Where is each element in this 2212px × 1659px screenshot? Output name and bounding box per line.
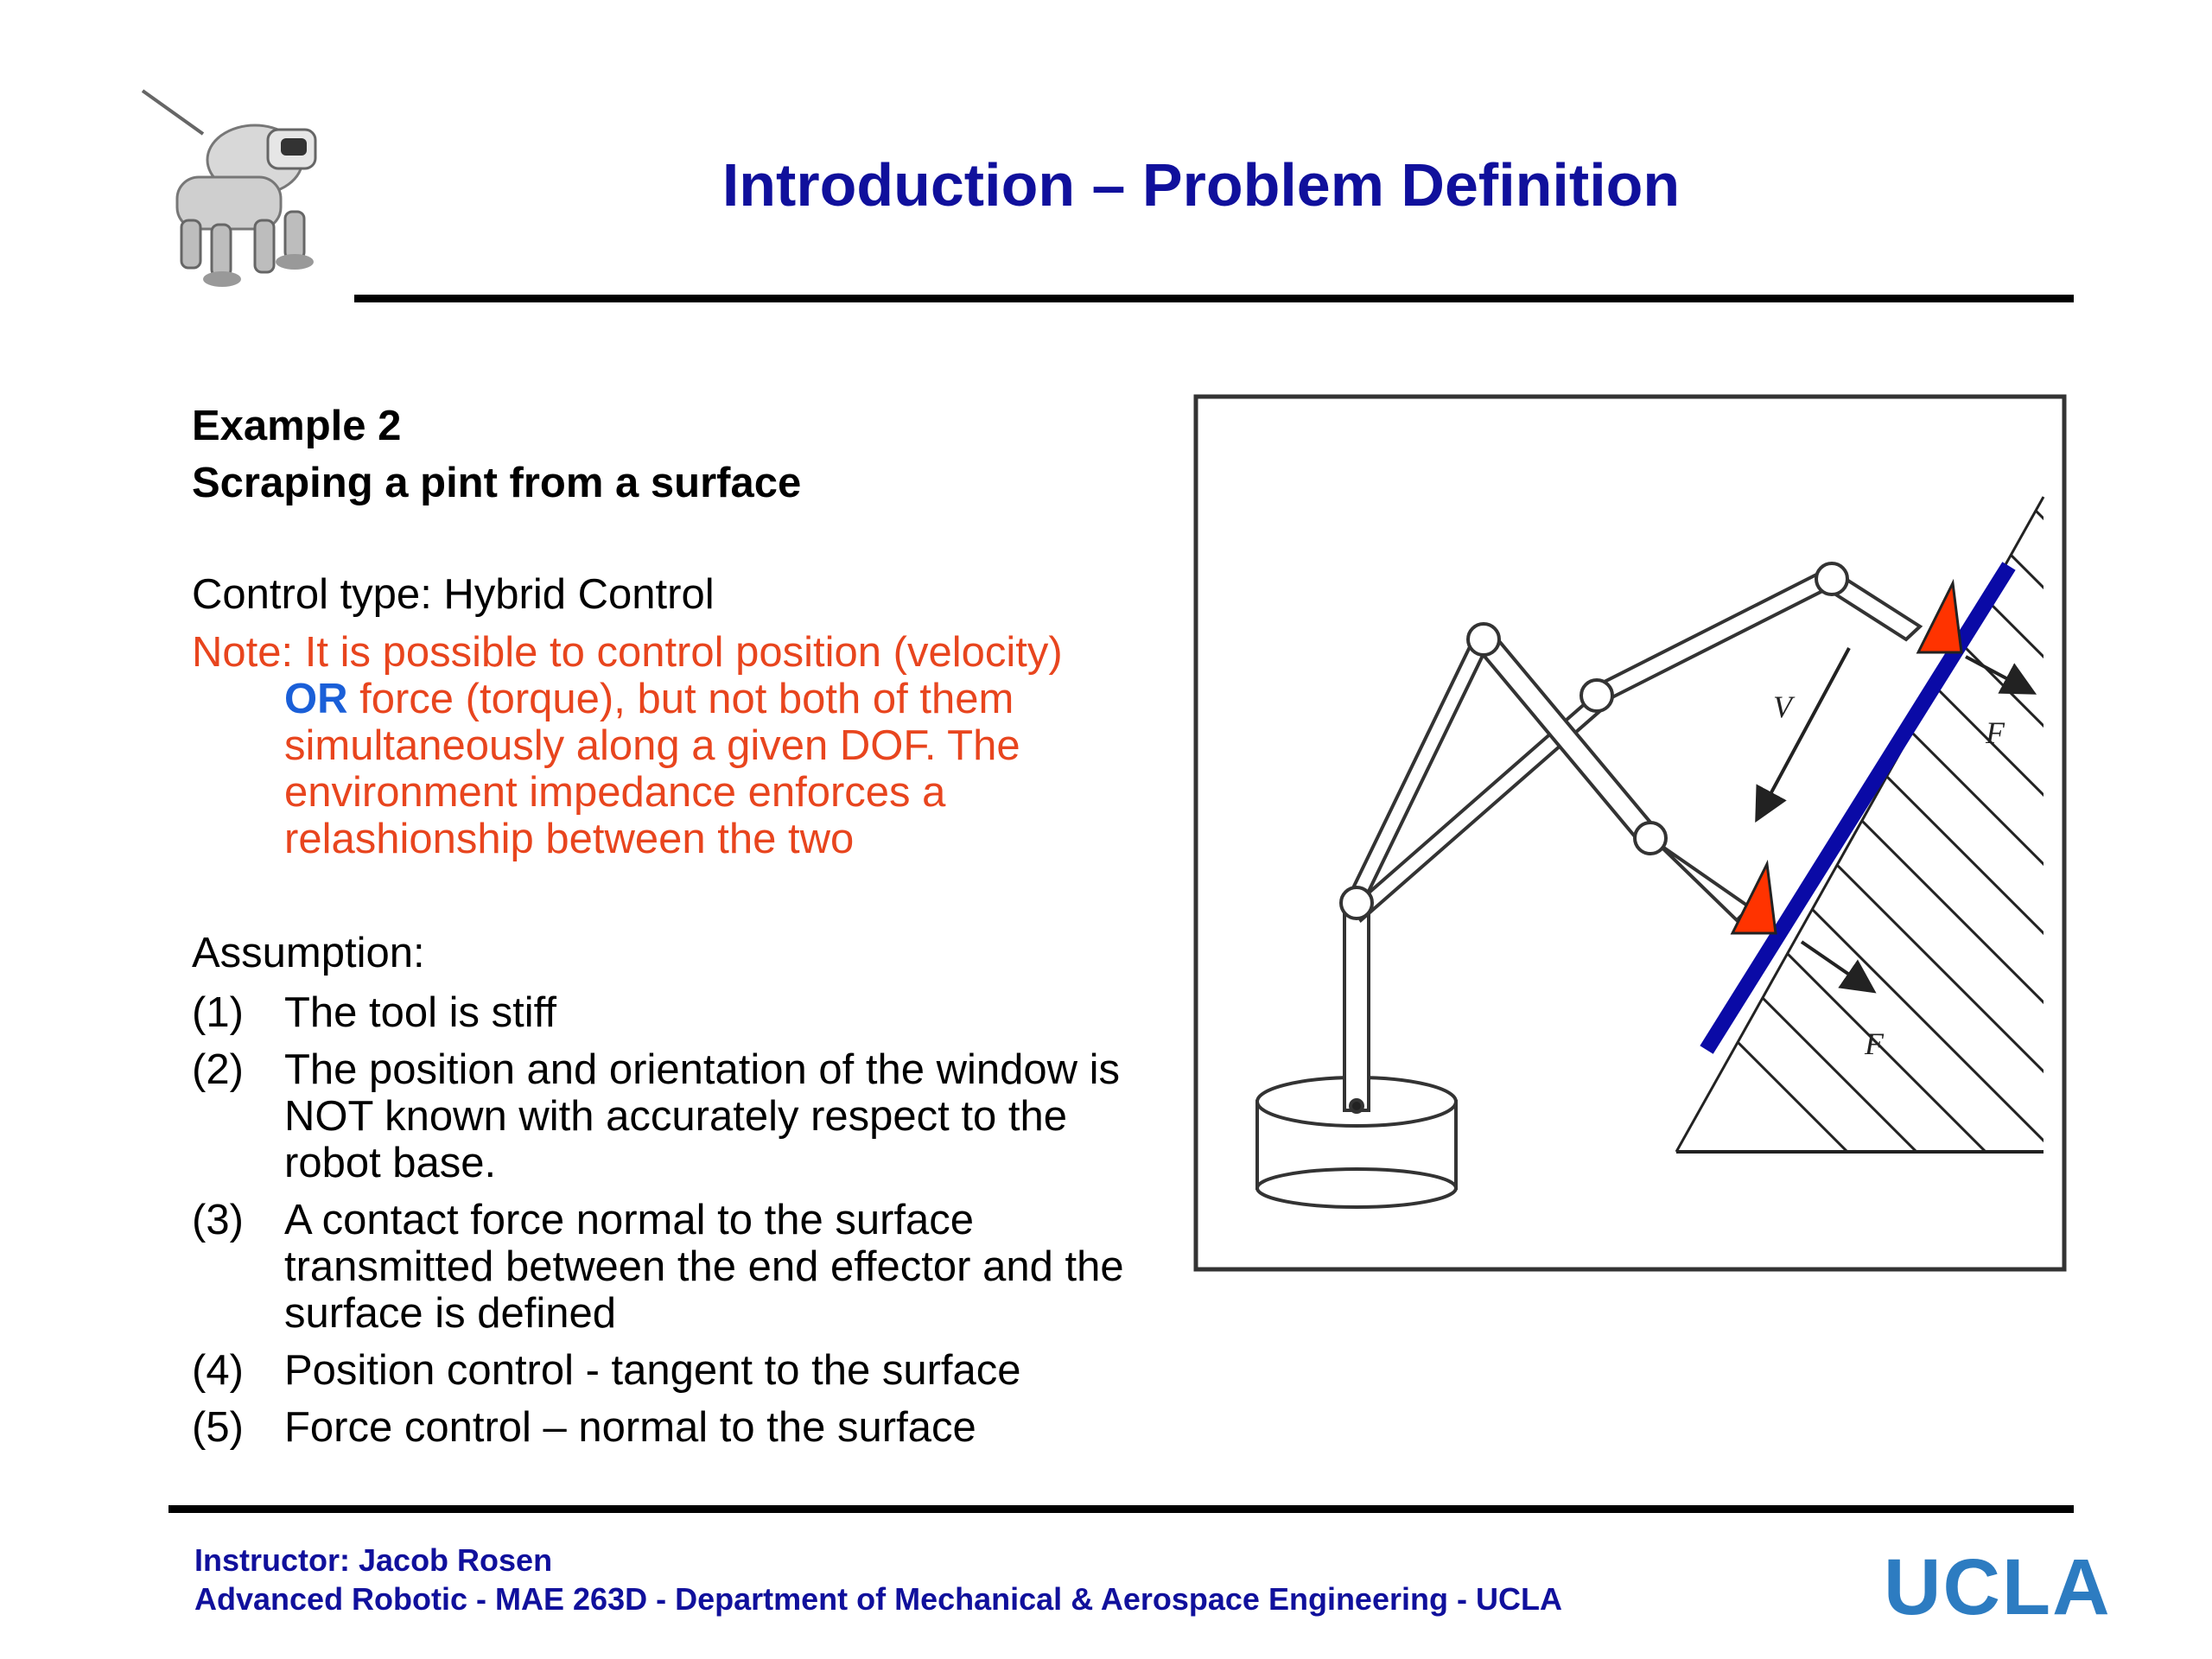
assumption-list: [192, 989, 1151, 1461]
footer-divider: [168, 1505, 2074, 1513]
example-subheading: Scraping a pint from a surface: [192, 460, 802, 506]
footer-course: Advanced Robotic - MAE 263D - Department of Mechanical & Aerospace Engineering - UCLA: [194, 1581, 1562, 1617]
title-divider: [354, 295, 2074, 302]
assumption-number: (5): [192, 1404, 244, 1451]
assumption-text: A contact force normal to the surface transmitted between the end effector and the surface is defined: [284, 1197, 1124, 1337]
assumption-item: [192, 1347, 1151, 1394]
control-type-line: Control type: Hybrid Control: [192, 571, 715, 618]
force-label-upper: F: [1986, 715, 2005, 750]
assumption-number: (3): [192, 1197, 244, 1243]
ucla-logo: UCLA: [1884, 1543, 2112, 1631]
force-label-lower: F: [1865, 1027, 1884, 1061]
note-line-3: simultaneously along a given DOF. The: [284, 722, 1020, 769]
assumption-item: [192, 1404, 1151, 1451]
note-line-2: [192, 676, 1151, 722]
note-lead: Note: It is possible to control position (velocity): [192, 629, 1063, 676]
assumption-item: [192, 989, 1151, 1036]
assumption-text: The tool is stiff: [284, 989, 557, 1036]
assumption-heading: Assumption:: [192, 930, 425, 976]
robot-dog-logo: [125, 82, 354, 298]
note-line-2-text: force (torque), but not both of them: [347, 676, 1014, 722]
note-block: [192, 629, 1151, 862]
assumption-item: [192, 1046, 1151, 1186]
assumption-text: Position control - tangent to the surface: [284, 1347, 1021, 1394]
example-heading: Example 2: [192, 403, 402, 449]
note-or-word: OR: [284, 676, 348, 722]
assumption-number: (4): [192, 1347, 244, 1394]
footer-instructor: Instructor: Jacob Rosen: [194, 1542, 553, 1578]
velocity-label: V: [1773, 690, 1792, 724]
assumption-number: (1): [192, 989, 244, 1036]
assumption-number: (2): [192, 1046, 244, 1093]
assumption-item: [192, 1197, 1151, 1337]
slide-title: Introduction – Problem Definition: [721, 151, 1681, 219]
note-line-4: environment impedance enforces a: [284, 769, 946, 816]
assumption-text: The position and orientation of the window is NOT known with accurately respect to the robot base.: [284, 1046, 1120, 1186]
example-heading-block: [192, 397, 801, 512]
assumption-text: Force control – normal to the surface: [284, 1404, 976, 1451]
robot-arm-figure: [1192, 393, 2069, 1274]
note-line-5: relashionship between the two: [284, 816, 855, 862]
